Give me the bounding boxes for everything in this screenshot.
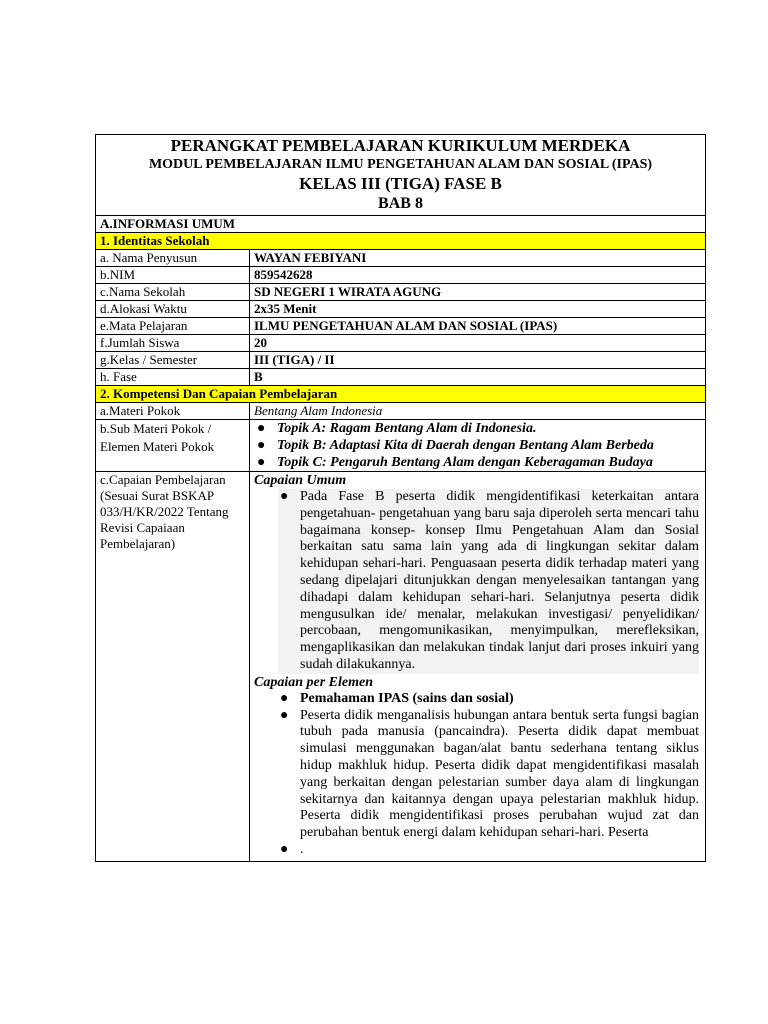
sub-materi-row: [96, 420, 706, 472]
capaian-row: [96, 472, 706, 862]
identitas-row: [96, 267, 706, 284]
row-value: 2x35 Menit: [250, 301, 706, 318]
row-label: a. Nama Penyusun: [96, 250, 250, 267]
materi-pokok-label: a.Materi Pokok: [96, 403, 250, 420]
document-page: [95, 134, 706, 862]
identitas-row: [96, 284, 706, 301]
capaian-elemen-list: [278, 691, 699, 859]
capaian-label: c.Capaian Pembelajaran (Sesuai Surat BSKAP 033/H/KR/2022 Tentang Revisi Capaiaan Pembelajaran): [96, 472, 250, 862]
row-value: 859542628: [250, 267, 706, 284]
capaian-umum-list: [278, 489, 699, 674]
list-item: ● Topik C: Pengaruh Bentang Alam dengan Keberagaman Budaya: [255, 454, 701, 471]
row-value: 20: [250, 335, 706, 352]
capaian-umum-title: Capaian Umum: [254, 473, 347, 488]
header-title: PERANGKAT PEMBELAJARAN KURIKULUM MERDEKA: [170, 136, 631, 155]
list-item: ● Topik A: Ragam Bentang Alam di Indonesia.: [255, 420, 701, 437]
row-label: d.Alokasi Waktu: [96, 301, 250, 318]
identitas-row: [96, 318, 706, 335]
list-item: ● Topik B: Adaptasi Kita di Daerah dengan Bentang Alam Berbeda: [255, 437, 701, 454]
row-value: WAYAN FEBIYANI: [250, 250, 706, 267]
section-a-title: A.INFORMASI UMUM: [96, 216, 706, 233]
topics-cell: [250, 420, 706, 472]
row-value: III (TIGA) / II: [250, 352, 706, 369]
row-label: e.Mata Pelajaran: [96, 318, 250, 335]
header-chapter: BAB 8: [378, 195, 423, 212]
capaian-cell: [250, 472, 706, 862]
header-class: KELAS III (TIGA) FASE B: [299, 174, 502, 193]
identitas-row: [96, 301, 706, 318]
materi-pokok-row: [96, 403, 706, 420]
row-label: g.Kelas / Semester: [96, 352, 250, 369]
kompetensi-title: 2. Kompetensi Dan Capaian Pembelajaran: [96, 386, 706, 403]
list-item: ● Pada Fase B peserta didik mengidentifikasi keterkaitan antara pengetahuan- pengetahuan yang baru saja diperoleh serta mencari tahu bagaimana konsep- konsep Ilmu Pengetahuan Alam dan Sosial berkaitan satu sama lain yang ada di lingkungan sekitar dalam kehidupan sehari-hari. Penguasaan peserta didik terhadap materi yang sedang dipelajari ditunjukkan dengan menyelesaikan tantangan yang dihadapi dalam kehidupan sehari-hari. Selanjutnya peserta didik mengusulkan ide/ menalar, melakukan investigasi/ penyelidikan/ percobaan, mengomunikasikan, menyimpulkan, merefleksikan, mengaplikasikan dan melakukan tindak lanjut dari proses inkuiri yang sudah dilakukannya.: [278, 489, 699, 674]
materi-pokok-value: Bentang Alam Indonesia: [250, 403, 706, 420]
identitas-row: [96, 369, 706, 386]
list-item: ● Peserta didik menganalisis hubungan antara bentuk serta fungsi bagian tubuh pada manusia (pancaindra). Peserta didik dapat membuat simulasi menggunakan bagan/alat bantu sederhana tentang siklus hidup makhluk hidup. Peserta didik dapat mengidentifikasi masalah yang berkaitan dengan pelestarian sumber daya alam di lingkungan sekitarnya dan kaitannya dengan upaya pelestarian makhluk hidup. Peserta didik mengidentifikasi proses perubahan wujud zat dan perubahan bentuk energi dalam kehidupan sehari-hari. Peserta: [278, 708, 699, 842]
row-value: SD NEGERI 1 WIRATA AGUNG: [250, 284, 706, 301]
identitas-row: [96, 352, 706, 369]
row-label: f.Jumlah Siswa: [96, 335, 250, 352]
topic-list: [255, 420, 701, 471]
list-item: ● Pemahaman IPAS (sains dan sosial): [278, 691, 699, 708]
list-item: ● .: [278, 842, 699, 859]
sub-materi-label: b.Sub Materi Pokok / Elemen Materi Pokok: [96, 420, 250, 472]
row-value: B: [250, 369, 706, 386]
document-header: [96, 135, 706, 216]
identitas-row: [96, 250, 706, 267]
row-label: h. Fase: [96, 369, 250, 386]
identitas-title: 1. Identitas Sekolah: [96, 233, 706, 250]
lesson-plan-table: [95, 134, 706, 862]
row-label: b.NIM: [96, 267, 250, 284]
header-module: MODUL PEMBELAJARAN ILMU PENGETAHUAN ALAM DAN SOSIAL (IPAS): [148, 157, 653, 172]
capaian-elemen-title: Capaian per Elemen: [254, 674, 374, 690]
row-value: ILMU PENGETAHUAN ALAM DAN SOSIAL (IPAS): [250, 318, 706, 335]
identitas-row: [96, 335, 706, 352]
row-label: c.Nama Sekolah: [96, 284, 250, 301]
